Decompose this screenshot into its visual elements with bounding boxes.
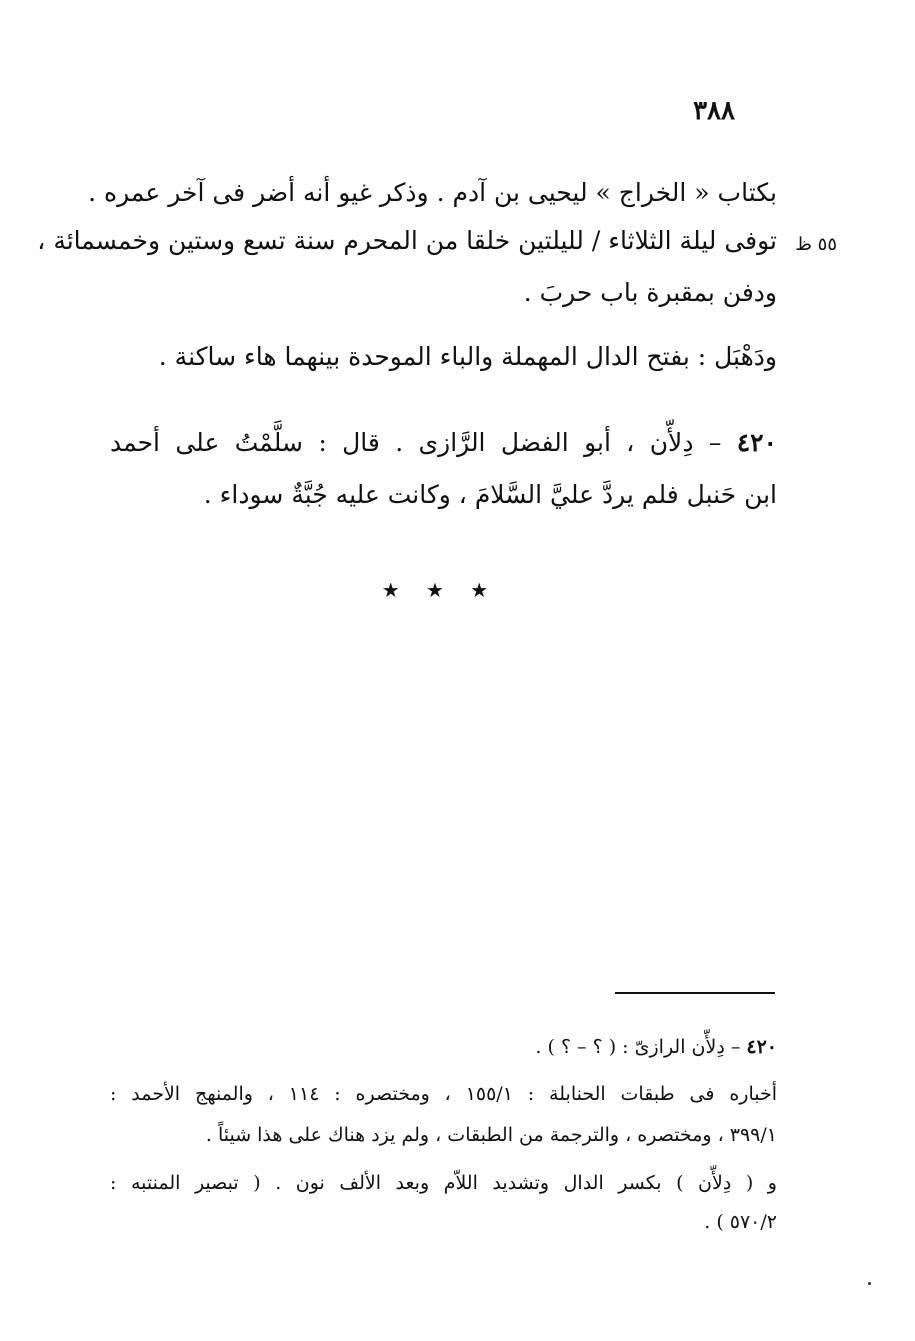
footnote-line-5: ٥٧٠/٢ ) . (704, 1211, 777, 1233)
body-line-1: بكتاب « الخراج » ليحيى بن آدم . وذكر غيو أنه أضر فى آخر عمره . (88, 178, 777, 207)
footnote-rule (615, 992, 775, 994)
entry-line-1 (110, 428, 777, 457)
footnote-line-3: ٣٩٩/١ ، ومختصره ، والترجمة من الطبقات ، ولم يزد هناك على هذا شيئاً . (205, 1124, 777, 1146)
entry-number: ٤٢٠ (736, 428, 777, 457)
page-number: ٣٨٨ (693, 96, 735, 126)
footnote-line-1 (535, 1036, 777, 1058)
stray-speck (868, 1282, 871, 1285)
footnote-line-4: و ( دِلأّن ) بكسر الدال وتشديد اللاّم وبعد الألف نون . ( تبصير المنتبه : (110, 1172, 777, 1194)
body-line-2: توفى ليلة الثلاثاء / لليلتين خلقا من المحرم سنة تسع وستين وخمسمائة ، (37, 226, 777, 255)
entry-heading-text: – دِلأّن ، أبو الفضل الرَّازى . قال : سلَّمْتُ على أحمد (110, 428, 737, 457)
footnote-line-2: أخباره فى طبقات الحنابلة : ١٥٥/١ ، ومختصره : ١١٤ ، والمنهج الأحمد : (110, 1083, 777, 1105)
folio-margin-note: ٥٥ ظ (795, 234, 837, 255)
body-line-3: ودفن بمقبرة باب حربَ . (523, 278, 777, 307)
section-separator-stars: ★ ★ ★ (381, 578, 499, 602)
body-line-4: ودَهْبَل : بفتح الدال المهملة والباء الموحدة بينهما هاء ساكنة . (158, 342, 777, 371)
footnote-heading-text: – دِلأّن الرازىّ : ( ؟ – ؟ ) . (535, 1036, 747, 1058)
footnote-entry-number: ٤٢٠ (746, 1036, 777, 1058)
entry-line-2: ابن حَنبل فلم يردَّ عليَّ السَّلامَ ، وكانت عليه جُبَّةٌ سوداء . (203, 480, 777, 509)
